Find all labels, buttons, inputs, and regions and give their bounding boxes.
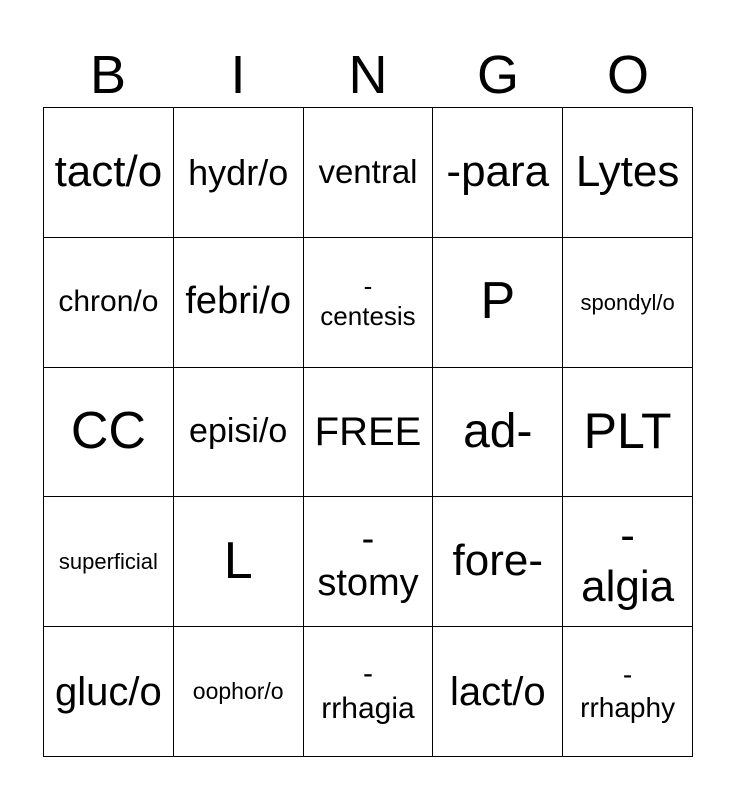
bingo-cell: fore- [433, 497, 563, 627]
bingo-cell: - rrhaphy [563, 627, 693, 757]
bingo-cell: chron/o [44, 238, 174, 368]
bingo-cell: ventral [304, 108, 434, 238]
bingo-cell: superficial [44, 497, 174, 627]
bingo-cell: ad- [433, 368, 563, 498]
bingo-cell: L [174, 497, 304, 627]
bingo-cell: hydr/o [174, 108, 304, 238]
bingo-cell: episi/o [174, 368, 304, 498]
bingo-cell: PLT [563, 368, 693, 498]
header-letter-o: O [606, 45, 649, 105]
bingo-cell: tact/o [44, 108, 174, 238]
bingo-cell: - algia [563, 497, 693, 627]
header-letter-g: G [476, 45, 519, 105]
header-letter-i: I [230, 45, 246, 105]
bingo-cell: febri/o [174, 238, 304, 368]
bingo-cell: CC [44, 368, 174, 498]
bingo-cell: - stomy [304, 497, 434, 627]
bingo-cell: - rrhagia [304, 627, 434, 757]
bingo-grid [43, 107, 693, 757]
bingo-cell: lact/o [433, 627, 563, 757]
bingo-cell: P [433, 238, 563, 368]
bingo-cell: FREE [304, 368, 434, 498]
bingo-cell: -para [433, 108, 563, 238]
bingo-header [43, 44, 693, 106]
bingo-cell: Lytes [563, 108, 693, 238]
bingo-cell: - centesis [304, 238, 434, 368]
bingo-cell: oophor/o [174, 627, 304, 757]
bingo-cell: spondyl/o [563, 238, 693, 368]
header-letter-n: N [348, 45, 388, 105]
header-letter-b: B [89, 45, 127, 105]
bingo-cell: gluc/o [44, 627, 174, 757]
